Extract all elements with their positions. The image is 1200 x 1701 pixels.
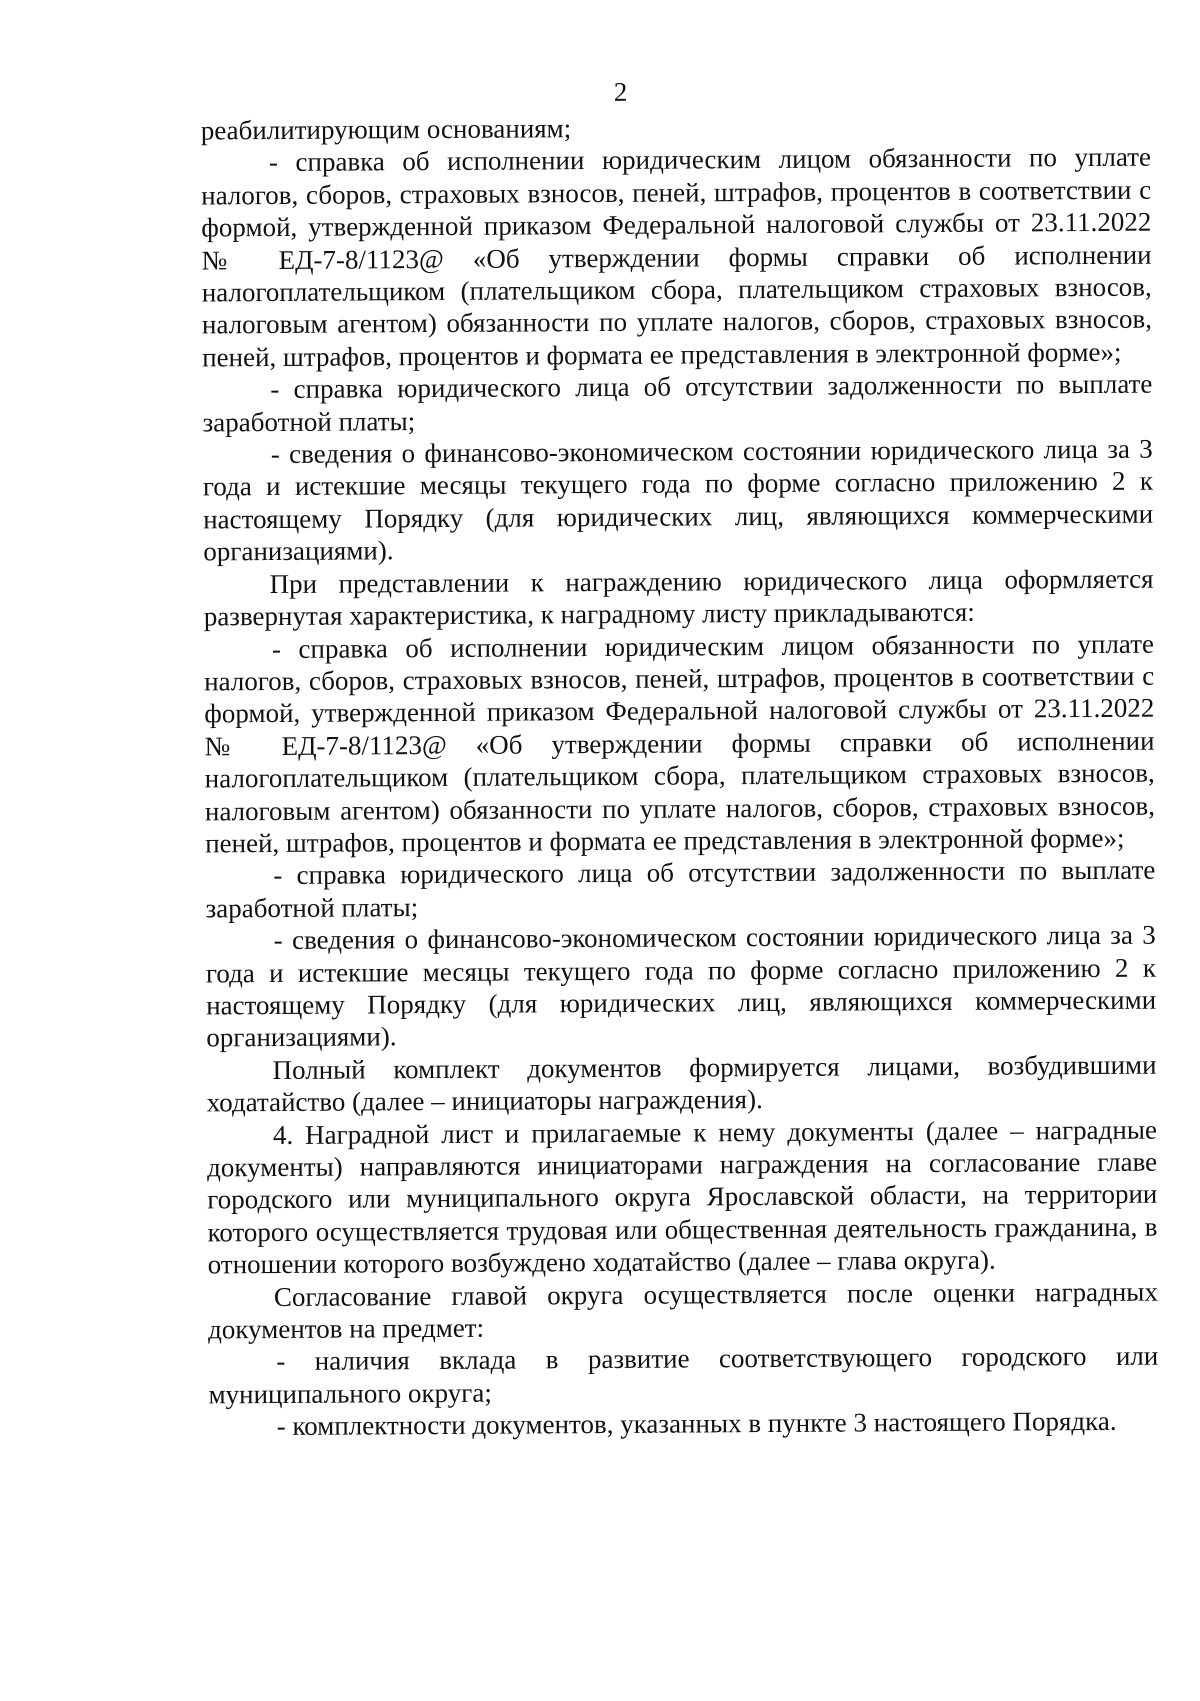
document-body	[201, 109, 1159, 1443]
list-item-financial-info: - сведения о финансово-экономическом состоянии юридического лица за 3 года и истекшие месяцы текущего года по форме согласно приложению 2 к настоящему Порядку (для юридических лиц, являющихся коммерческими организациями).	[205, 919, 1157, 1053]
list-item-salary-debt-certificate: - справка юридического лица об отсутствии задолженности по выплате заработной платы;	[205, 854, 1156, 924]
paragraph-continuation: реабилитирующим основаниям;	[200, 113, 572, 146]
list-item-financial-info: - сведения о финансово-экономическом состоянии юридического лица за 3 года и истекшие месяцы текущего года по форме согласно приложению 2 к настоящему Порядку (для юридических лиц, являющихся коммерческими организациями).	[202, 433, 1154, 567]
paragraph-approval: Согласование главой округа осуществляется после оценки наградных документов на предмет:	[208, 1276, 1158, 1345]
paragraph-item-4: 4. Наградной лист и прилагаемые к нему документы (далее – наградные документы) направляются инициаторами награждения на согласование главе городского или муниципального округа Ярославской области, на территории которого осуществляется трудовая или общественная деятельность гражданина, в отношении которого возбуждено ходатайство (далее – глава округа).	[207, 1114, 1158, 1280]
list-item-salary-debt-certificate: - справка юридического лица об отсутствии задолженности по выплате заработной платы;	[202, 368, 1153, 438]
list-item-completeness: - комплектности документов, указанных в пункте 3 настоящего Порядка.	[276, 1406, 1117, 1442]
paragraph-legal-entity-award: При представлении к награждению юридического лица оформляется развернутая характеристика, к наградному листу прикладываются:	[203, 563, 1154, 632]
paragraph-full-document-set: Полный комплект документов формируется лицами, возбудившими ходатайство (далее – инициаторы награждения).	[206, 1049, 1157, 1118]
list-item-contribution: - наличия вклада в развитие соответствующего городского или муниципального округа;	[208, 1341, 1159, 1410]
list-item-tax-certificate: - справка об исполнении юридическим лицом обязанности по уплате налогов, сборов, страховых взносов, пеней, штрафов, процентов в соответствии с формой, утвержденной приказом Федеральной налоговой службы от 23.11.2022 № ЕД-7-8/1123@ «Об утверждении формы справки об исполнении налогоплательщиком (плательщиком сбора, плательщиком страховых взносов, налоговым агентом) обязанности по уплате налогов, сборов, страховых взносов, пеней, штрафов, процентов и формата ее представления в электронной форме»;	[201, 142, 1153, 373]
list-item-tax-certificate: - справка об исполнении юридическим лицом обязанности по уплате налогов, сборов, страховых взносов, пеней, штрафов, процентов в соответствии с формой, утвержденной приказом Федеральной налоговой службы от 23.11.2022 № ЕД-7-8/1123@ «Об утверждении формы справки об исполнении налогоплательщиком (плательщиком сбора, плательщиком страховых взносов, налоговым агентом) обязанности по уплате налогов, сборов, страховых взносов, пеней, штрафов, процентов и формата ее представления в электронной форме»;	[204, 628, 1156, 859]
page-number: 2	[613, 76, 628, 107]
